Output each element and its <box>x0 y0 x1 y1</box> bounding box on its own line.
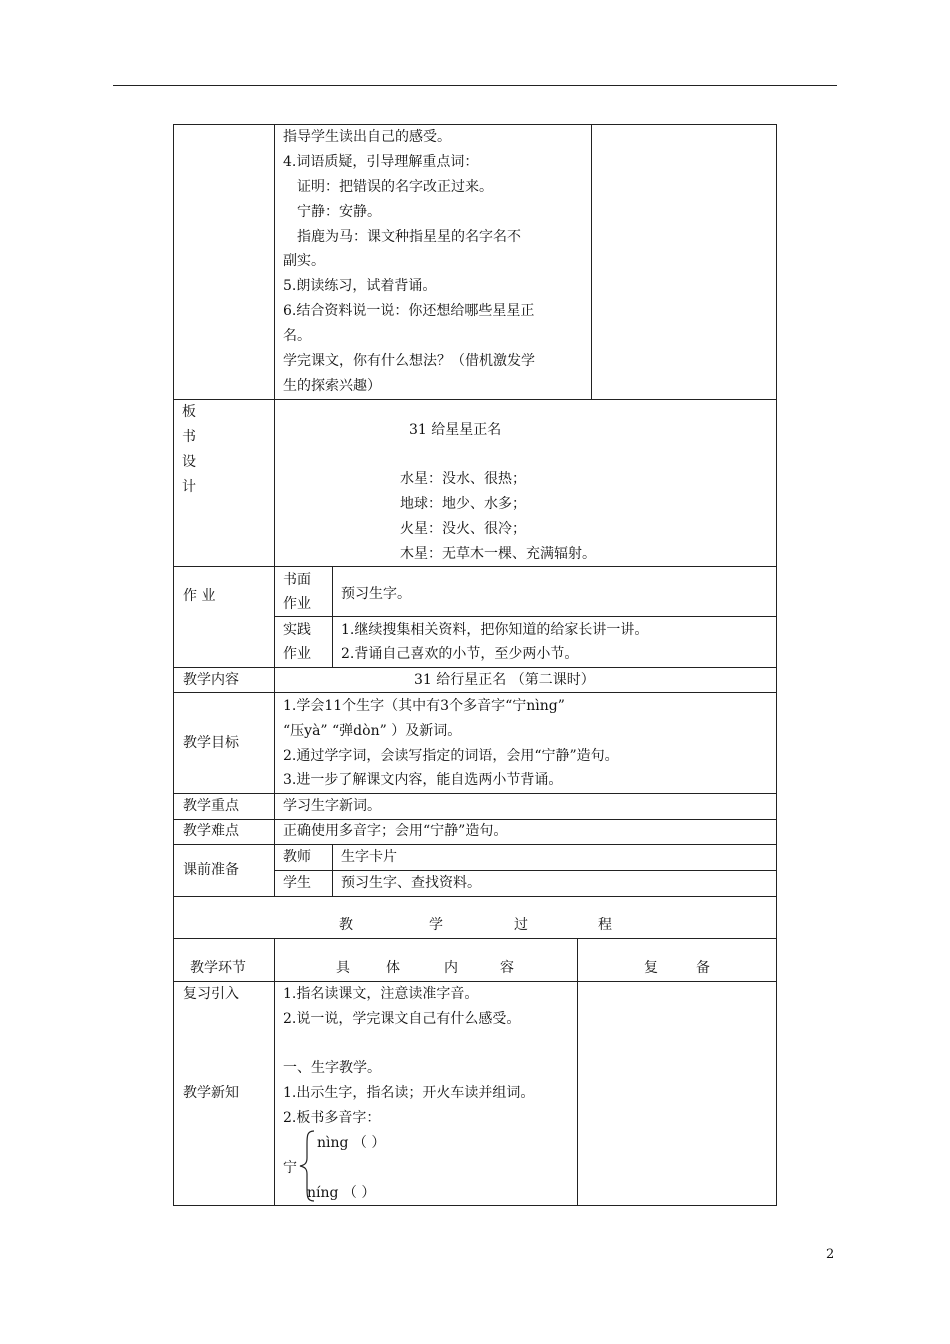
teaching-content-value: 31 给行星正名 （第二课时） <box>414 672 595 688</box>
practice-homework-line: 2.背诵自己喜欢的小节，至少两小节。 <box>341 646 579 662</box>
activity-line: 证明：把错误的名字改正过来。 <box>283 179 493 195</box>
process-title: 程 <box>598 917 612 933</box>
row-divider <box>173 844 777 845</box>
activity-line: 学完课文，你有什么想法？（借机激发学 <box>283 353 535 369</box>
review-line: 2.说一说，学完课文自己有什么感受。 <box>283 1011 521 1027</box>
practice-homework-label: 作业 <box>283 646 311 662</box>
practice-homework-label: 实践 <box>283 622 311 638</box>
activity-line: 指导学生读出自己的感受。 <box>283 129 451 145</box>
row-divider <box>173 896 777 897</box>
polyphone-reading: nìng （ ） <box>317 1135 386 1151</box>
teaching-goals-label: 教学目标 <box>183 735 239 751</box>
content-column-header: 体 <box>386 960 400 976</box>
goal-line: 3.进一步了解课文内容，能自选两小节背诵。 <box>283 772 563 788</box>
col-divider <box>591 124 592 399</box>
key-points-value: 学习生字新词。 <box>283 798 381 814</box>
goal-line: 2.通过学字词，会读写指定的词语，会用“宁静”造句。 <box>283 748 619 764</box>
review-line: 1.指名读课文，注意读准字音。 <box>283 986 479 1002</box>
row-divider <box>173 399 777 400</box>
notes-column-header: 复 <box>644 960 658 976</box>
prep-teacher-value: 生字卡片 <box>341 849 397 865</box>
activity-line: 生的探索兴趣） <box>283 378 381 394</box>
col-divider <box>332 844 333 896</box>
key-points-label: 教学重点 <box>183 798 239 814</box>
activity-line: 6.结合资料说一说：你还想给哪些星星正 <box>283 303 535 319</box>
stage-column-header: 教学环节 <box>190 960 246 976</box>
review-label: 复习引入 <box>183 986 239 1002</box>
board-line: 火星：没火、很冷； <box>400 521 526 537</box>
teaching-content-label: 教学内容 <box>183 672 239 688</box>
content-column-header: 内 <box>444 960 458 976</box>
activity-line: 宁静：安静。 <box>283 204 381 220</box>
new-knowledge-line: 1.出示生字，指名读；开火车读并组词。 <box>283 1085 535 1101</box>
col-divider <box>274 124 275 896</box>
col-divider <box>274 938 275 1206</box>
new-knowledge-label: 教学新知 <box>183 1085 239 1101</box>
row-divider <box>173 793 777 794</box>
difficulties-label: 教学难点 <box>183 823 239 839</box>
board-line: 水星：没水、很热； <box>400 471 526 487</box>
new-knowledge-line: 一、生字教学。 <box>283 1060 381 1076</box>
homework-label: 作 业 <box>183 588 216 604</box>
process-title: 学 <box>429 917 443 933</box>
activity-line: 4.词语质疑，引导理解重点词： <box>283 154 479 170</box>
board-title: 31 给星星正名 <box>409 422 502 438</box>
prep-teacher-label: 教师 <box>283 849 311 865</box>
polyphone-reading: níng （ ） <box>307 1185 376 1201</box>
notes-column-header: 备 <box>696 960 710 976</box>
activity-line: 指鹿为马：课文种指星星的名字名不 <box>283 229 521 245</box>
page-number: 2 <box>826 1247 835 1262</box>
activity-line: 副实。 <box>283 253 325 269</box>
board-line: 地球：地少、水多； <box>400 496 526 512</box>
activity-line: 5.朗读练习，试着背诵。 <box>283 278 437 294</box>
goal-line: 1.学会11个生字（其中有3个多音字“宁nìng” <box>283 698 565 714</box>
prep-label: 课前准备 <box>183 862 239 878</box>
header-rule <box>113 85 837 86</box>
goal-line: “压yà” “弹dòn” ）及新词。 <box>283 723 462 739</box>
row-divider <box>173 938 777 939</box>
content-column-header: 具 <box>336 960 350 976</box>
process-title: 过 <box>514 917 528 933</box>
difficulties-value: 正确使用多音字；会用“宁静”造句。 <box>283 823 508 839</box>
prep-student-value: 预习生字、查找资料。 <box>341 875 481 891</box>
polyphone-char: 宁 <box>283 1160 297 1176</box>
new-knowledge-line: 2.板书多音字： <box>283 1110 381 1126</box>
col-divider <box>332 566 333 667</box>
col-divider <box>577 938 578 1206</box>
activity-line: 名。 <box>283 328 311 344</box>
written-homework-label: 作业 <box>283 596 311 612</box>
written-homework-label: 书面 <box>283 572 311 588</box>
practice-homework-line: 1.继续搜集相关资料，把你知道的给家长讲一讲。 <box>341 622 649 638</box>
row-divider <box>274 616 777 617</box>
prep-student-label: 学生 <box>283 875 311 891</box>
content-column-header: 容 <box>500 960 514 976</box>
board-design-label: 板 书 设 计 <box>182 404 196 495</box>
board-line: 木星：无草木一棵、充满辐射。 <box>400 546 596 562</box>
written-homework-content: 预习生字。 <box>341 586 411 602</box>
process-title: 教 <box>339 917 353 933</box>
